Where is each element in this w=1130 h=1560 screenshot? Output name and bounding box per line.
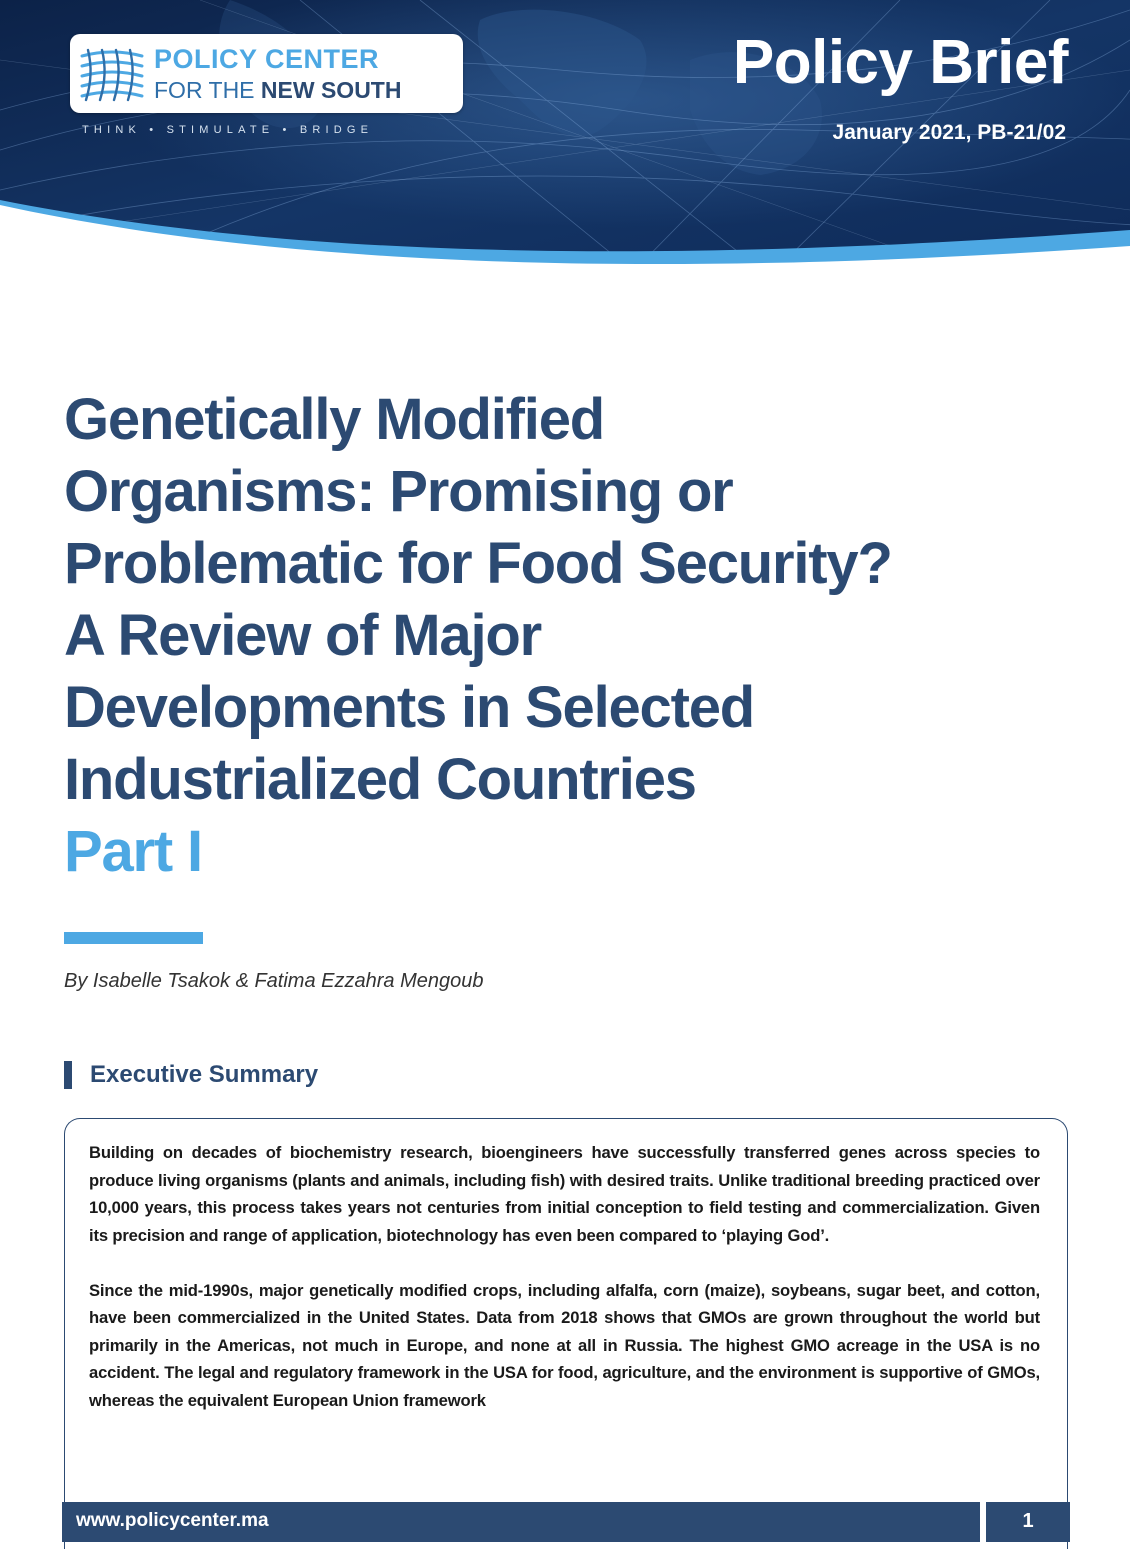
- logo-subtitle-prefix: FOR THE: [154, 77, 261, 103]
- title-line: Problematic for Food Security?: [64, 531, 892, 596]
- logo-subtitle: [154, 77, 401, 104]
- executive-summary-text: [89, 1139, 1040, 1442]
- title-line: Developments in Selected: [64, 675, 754, 740]
- title-line: Industrialized Countries: [64, 747, 696, 812]
- globe-grid-icon: [78, 46, 146, 102]
- header-banner: [0, 0, 1130, 285]
- page-number: 1: [1022, 1510, 1034, 1532]
- executive-summary-heading: Executive Summary: [64, 1061, 318, 1089]
- footer-website-link[interactable]: www.policycenter.ma: [76, 1510, 269, 1531]
- logo-title: POLICY CENTER: [154, 44, 380, 74]
- document-date-reference: January 2021, PB-21/02: [832, 121, 1066, 144]
- tagline: THINK • STIMULATE • BRIDGE: [82, 124, 374, 136]
- title-line: A Review of Major: [64, 603, 541, 668]
- title-line: Organisms: Promising or: [64, 459, 733, 524]
- title-divider: [64, 932, 203, 944]
- summary-paragraph: Building on decades of biochemistry research, bioengineers have successfully transferred genes across species to produce living organisms (plants and animals, including fish) with desired traits. Unlike traditional breeding practiced over 10,000 years, this process takes years not centuries from initial conception to field testing and commercialization. Given its precision and range of application, biotechnology has even been compared to ‘playing God’.: [89, 1143, 1040, 1245]
- author-byline: By Isabelle Tsakok & Fatima Ezzahra Mengoub: [64, 970, 484, 992]
- logo[interactable]: [70, 34, 463, 113]
- document-title: [64, 384, 1074, 888]
- title-line: Genetically Modified: [64, 387, 604, 452]
- summary-paragraph: Since the mid-1990s, major genetically modified crops, including alfalfa, corn (maize), soybeans, sugar beet, and cotton, have been commercialized in the United States. Data from 2018 shows that GMOs are grown throughout the world but primarily in the Americas, not much in Europe, and none at all in Russia. The highest GMO acreage in the USA is no accident. The legal and regulatory framework in the USA for food, agriculture, and the environment is supportive of GMOs, whereas the equivalent European Union framework: [89, 1280, 1040, 1410]
- title-part: Part I: [64, 819, 202, 884]
- document-type: Policy Brief: [732, 28, 1068, 97]
- logo-subtitle-bold: NEW SOUTH: [260, 77, 402, 103]
